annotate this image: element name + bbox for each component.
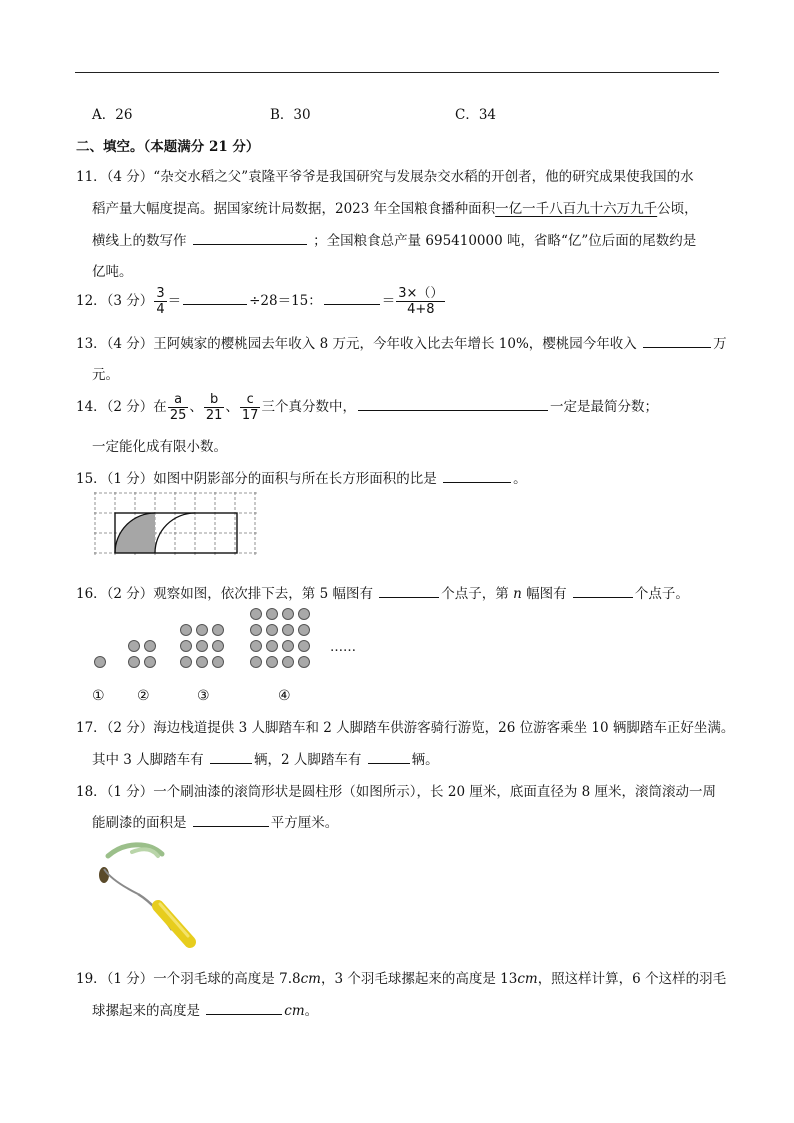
dot-1 bbox=[94, 656, 106, 668]
q18-line2 bbox=[92, 811, 338, 831]
unit-cm: cm bbox=[284, 1003, 305, 1019]
q14-text: 一定是最简分数； bbox=[549, 399, 658, 415]
q16-blank-1[interactable] bbox=[379, 584, 439, 598]
q11-text: 横线上的数写作 bbox=[92, 233, 187, 249]
dot-3 bbox=[180, 656, 192, 668]
q15-end: 。 bbox=[513, 471, 527, 487]
numerator: a bbox=[168, 392, 189, 408]
q12-text: ÷28＝15： bbox=[249, 293, 322, 309]
q12-line bbox=[76, 286, 446, 317]
q13-text: 13．（4 分）王阿姨家的樱桃园去年收入 8 万元，今年收入比去年增长 10%，樱桃园今年收入 bbox=[76, 336, 637, 352]
figure-label-3: ③ bbox=[197, 688, 210, 704]
q17-text: 辆，2 人脚踏车有 bbox=[253, 752, 362, 768]
figure-label-4: ④ bbox=[278, 688, 291, 704]
dot-3 bbox=[212, 640, 224, 652]
dot-2 bbox=[144, 656, 156, 668]
dot-4 bbox=[282, 640, 294, 652]
numerator: 3×（） bbox=[398, 286, 444, 301]
q18-text: 平方厘米。 bbox=[270, 815, 339, 831]
q16-line bbox=[76, 582, 689, 602]
dot-4 bbox=[298, 656, 310, 668]
section-title: 二、填空。（本题满分 21 分） bbox=[76, 139, 260, 155]
dot-2 bbox=[144, 640, 156, 652]
q18-blank[interactable] bbox=[193, 813, 269, 827]
q12-prefix: 12．（3 分） bbox=[76, 293, 154, 309]
dot-4 bbox=[266, 608, 278, 620]
dot-4 bbox=[266, 640, 278, 652]
dot-4 bbox=[266, 624, 278, 636]
q14-line2: 一定能化成有限小数。 bbox=[92, 439, 227, 455]
figure-label-2: ② bbox=[137, 688, 150, 704]
q17-blank-1[interactable] bbox=[210, 750, 252, 764]
q11-blank[interactable] bbox=[193, 231, 307, 245]
dot-3 bbox=[196, 624, 208, 636]
dot-3 bbox=[212, 656, 224, 668]
option-b: B．30 bbox=[270, 107, 311, 123]
equals: ＝ bbox=[381, 293, 396, 309]
dot-2 bbox=[128, 640, 140, 652]
denominator: 21 bbox=[205, 408, 223, 423]
dot-3 bbox=[196, 640, 208, 652]
q19-text: 。 bbox=[304, 1003, 319, 1019]
dot-3 bbox=[180, 624, 192, 636]
unit-cm: cm bbox=[300, 971, 321, 987]
paint-roller-image bbox=[92, 842, 207, 950]
denominator: 17 bbox=[241, 408, 259, 423]
dot-3 bbox=[212, 624, 224, 636]
q12-fraction-2 bbox=[396, 286, 445, 317]
q14-blank[interactable] bbox=[358, 397, 548, 411]
dot-4 bbox=[298, 624, 310, 636]
dot-2 bbox=[128, 656, 140, 668]
q15-line bbox=[76, 467, 527, 487]
q17-blank-2[interactable] bbox=[368, 750, 410, 764]
dot-3 bbox=[180, 640, 192, 652]
q19-blank[interactable] bbox=[206, 1001, 282, 1015]
q16-text: 16．（2 分）观察如图，依次排下去，第 5 幅图有 bbox=[76, 586, 373, 602]
q15-figure bbox=[92, 490, 260, 560]
q18-line1: 18．（1 分）一个刷油漆的滚筒形状是圆柱形（如图所示），长 20 厘米，底面直径为 8 厘米，滚筒滚动一周 bbox=[76, 784, 716, 800]
dot-4 bbox=[250, 656, 262, 668]
q17-text: 其中 3 人脚踏车有 bbox=[92, 752, 204, 768]
q14-fraction-a bbox=[168, 392, 189, 423]
q16-text: 个点子，第 bbox=[441, 586, 509, 602]
numerator: c bbox=[240, 392, 261, 408]
dot-4 bbox=[250, 624, 262, 636]
q17-line2 bbox=[92, 748, 439, 768]
dot-4 bbox=[298, 640, 310, 652]
dot-4 bbox=[250, 640, 262, 652]
figure-label-1: ① bbox=[92, 688, 105, 704]
dot-4 bbox=[266, 656, 278, 668]
q14-prefix: 14．（2 分）在 bbox=[76, 399, 167, 415]
q19-text: ，照这样计算，6 个这样的羽毛 bbox=[537, 971, 727, 987]
separator: 、 bbox=[225, 399, 239, 415]
q12-blank-2[interactable] bbox=[324, 291, 380, 305]
q14-line1 bbox=[76, 392, 658, 423]
option-c: C．34 bbox=[455, 107, 497, 123]
q13-blank[interactable] bbox=[643, 334, 711, 348]
q16-variable: n bbox=[513, 586, 522, 602]
q11-line2 bbox=[92, 197, 698, 217]
separator: 、 bbox=[189, 399, 203, 415]
q17-text: 辆。 bbox=[411, 752, 439, 768]
q11-line1: 11．（4 分）“杂交水稻之父”袁隆平爷爷是我国研究与发展杂交水稻的开创者，他的研究成果使我国的水 bbox=[76, 169, 694, 185]
header-rule bbox=[75, 72, 719, 73]
q19-line1 bbox=[76, 967, 726, 987]
q16-text: 幅图有 bbox=[526, 586, 567, 602]
dot-4 bbox=[298, 608, 310, 620]
q12-blank-1[interactable] bbox=[183, 291, 247, 305]
q19-text: 19．（1 分）一个羽毛球的高度是 7.8 bbox=[76, 971, 301, 987]
numerator: 3 bbox=[156, 286, 165, 301]
q18-text: 能刷漆的面积是 bbox=[92, 815, 187, 831]
roller-frame bbox=[104, 869, 138, 894]
q12-fraction-1 bbox=[154, 286, 166, 317]
option-a: A．26 bbox=[92, 107, 133, 123]
q11-text: ；全国粮食总产量 695410000 吨，省略“亿”位后面的尾数约是 bbox=[313, 233, 697, 249]
q14-fraction-b bbox=[204, 392, 225, 423]
q15-text: 15．（1 分）如图中阴影部分的面积与所在长方形面积的比是 bbox=[76, 471, 437, 487]
q11-text: 稻产量大幅度提高。据国家统计局数据，2023 年全国粮食播种面积 bbox=[92, 201, 496, 217]
roller-handle bbox=[158, 906, 190, 942]
q17-line1: 17．（2 分）海边栈道提供 3 人脚踏车和 2 人脚踏车供游客骑行游览，26 位游客乘坐 10 辆脚踏车正好坐满。 bbox=[76, 720, 735, 736]
equals: ＝ bbox=[167, 293, 182, 309]
unit-cm: cm bbox=[517, 971, 538, 987]
dot-4 bbox=[282, 624, 294, 636]
denominator: 25 bbox=[169, 408, 187, 423]
numerator: b bbox=[204, 392, 225, 408]
q14-text: 三个真分数中， bbox=[261, 399, 356, 415]
q19-text: 球摞起来的高度是 bbox=[92, 1003, 200, 1019]
q13-line1 bbox=[76, 332, 727, 352]
dot-4 bbox=[282, 608, 294, 620]
denominator: 4 bbox=[156, 302, 165, 317]
roller-motion-stroke-2 bbox=[132, 849, 158, 856]
q11-line3 bbox=[92, 229, 696, 249]
dot-4 bbox=[282, 656, 294, 668]
q16-text: 个点子。 bbox=[634, 586, 689, 602]
ellipsis: …… bbox=[330, 640, 356, 655]
q13-unit: 万 bbox=[713, 336, 727, 352]
q14-fraction-c bbox=[240, 392, 261, 423]
q19-line2 bbox=[92, 999, 318, 1019]
q15-blank[interactable] bbox=[443, 469, 511, 483]
q11-underlined-number: 一亿一千八百九十六万九千 bbox=[495, 201, 658, 217]
dot-4 bbox=[250, 608, 262, 620]
denominator: 4+8 bbox=[407, 302, 435, 317]
q16-blank-2[interactable] bbox=[573, 584, 633, 598]
q13-line2: 元。 bbox=[92, 367, 119, 383]
q19-text: ，3 个羽毛球摞起来的高度是 13 bbox=[320, 971, 518, 987]
q11-text: 公顷， bbox=[657, 201, 698, 217]
dot-3 bbox=[196, 656, 208, 668]
q11-line4: 亿吨。 bbox=[92, 264, 133, 280]
